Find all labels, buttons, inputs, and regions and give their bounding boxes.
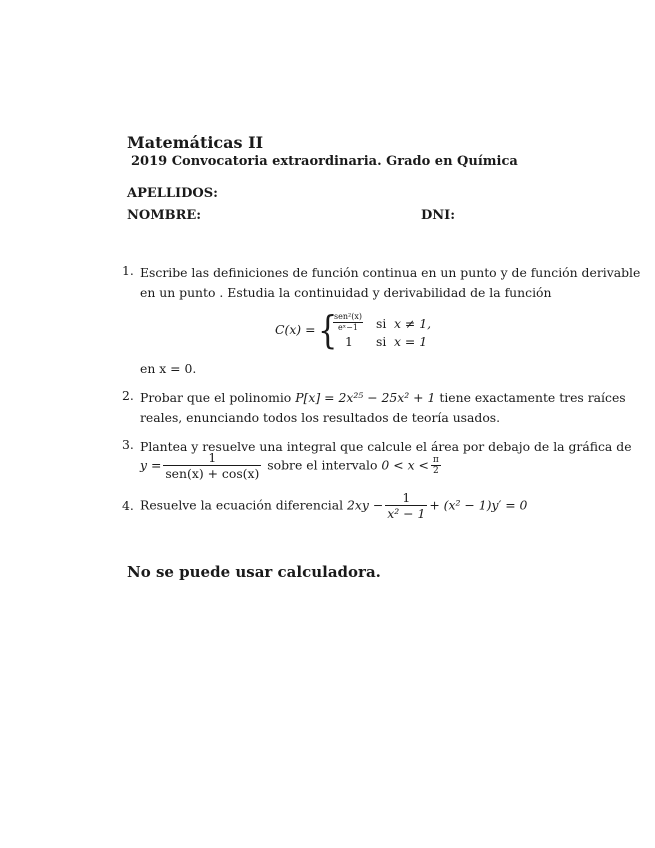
question-2-line-2: reales, enunciando todos los resultados de teoría usados. <box>140 410 501 425</box>
case-2-si: si <box>376 334 387 349</box>
question-4-pre: Resuelve la ecuación diferencial <box>140 497 344 513</box>
question-1-line-2: en un punto . Estudia la continuidad y derivabilidad de la función <box>140 285 552 300</box>
question-4-number: 4. <box>122 498 134 513</box>
question-3-post: sobre el intervalo <box>267 457 378 473</box>
calculator-note: No se puede usar calculadora. <box>127 563 381 581</box>
pi-denominator: 2 <box>432 466 439 476</box>
piecewise-brace: { <box>318 308 338 352</box>
question-3-number: 3. <box>122 437 134 452</box>
question-2-pre: Probar que el polinomio <box>140 390 292 405</box>
dni-label: DNI: <box>421 208 456 223</box>
nombre-label: NOMBRE: <box>127 208 202 223</box>
pi-half-fraction <box>431 455 441 476</box>
equation-right: + (x² − 1)y′ = 0 <box>429 497 528 513</box>
case-1-condition: x ≠ 1, <box>394 316 432 331</box>
case-2-condition: x = 1 <box>394 334 428 349</box>
case-1-numerator: sen²(x) <box>334 312 362 321</box>
question-4-line <box>140 490 527 521</box>
equation-left: 2xy − <box>347 497 384 513</box>
equation-fraction <box>385 490 427 521</box>
exam-subtitle: 2019 Convocatoria extraordinaria. Grado en Química <box>131 154 518 169</box>
equation-denominator: x² − 1 <box>387 506 426 521</box>
case-2-value: 1 <box>345 334 353 349</box>
case-1-si: si <box>376 316 387 331</box>
equation-numerator: 1 <box>385 490 427 506</box>
question-2-number: 2. <box>122 388 134 403</box>
question-3-line-1: Plantea y resuelve una integral que calcule el área por debajo de la gráfica de <box>140 439 632 454</box>
question-1-footer: en x = 0. <box>140 361 197 376</box>
pi-numerator: π <box>432 455 439 465</box>
case-1-denominator: eˣ−1 <box>338 323 358 332</box>
integrand-fraction <box>163 450 261 481</box>
question-3-line-2 <box>140 450 443 481</box>
question-2-post: tiene exactamente tres raíces <box>439 390 626 405</box>
apellidos-label: APELLIDOS: <box>127 186 218 201</box>
question-1-line-1: Escribe las definiciones de función continua en un punto y de función derivable <box>140 265 641 280</box>
question-1-number: 1. <box>122 263 134 278</box>
interval-expression: 0 < x < <box>381 457 429 473</box>
piecewise-lhs: C(x) = <box>275 322 316 337</box>
piecewise-case-1-fraction <box>333 312 363 333</box>
y-equals: y = <box>140 457 162 473</box>
question-2-line-1 <box>140 388 626 408</box>
exam-title: Matemáticas II <box>127 133 264 152</box>
integrand-numerator: 1 <box>163 450 261 466</box>
polynomial-formula: P[x] = 2x²⁵ − 25x² + 1 <box>295 390 436 405</box>
integrand-denominator: sen(x) + cos(x) <box>165 466 260 481</box>
